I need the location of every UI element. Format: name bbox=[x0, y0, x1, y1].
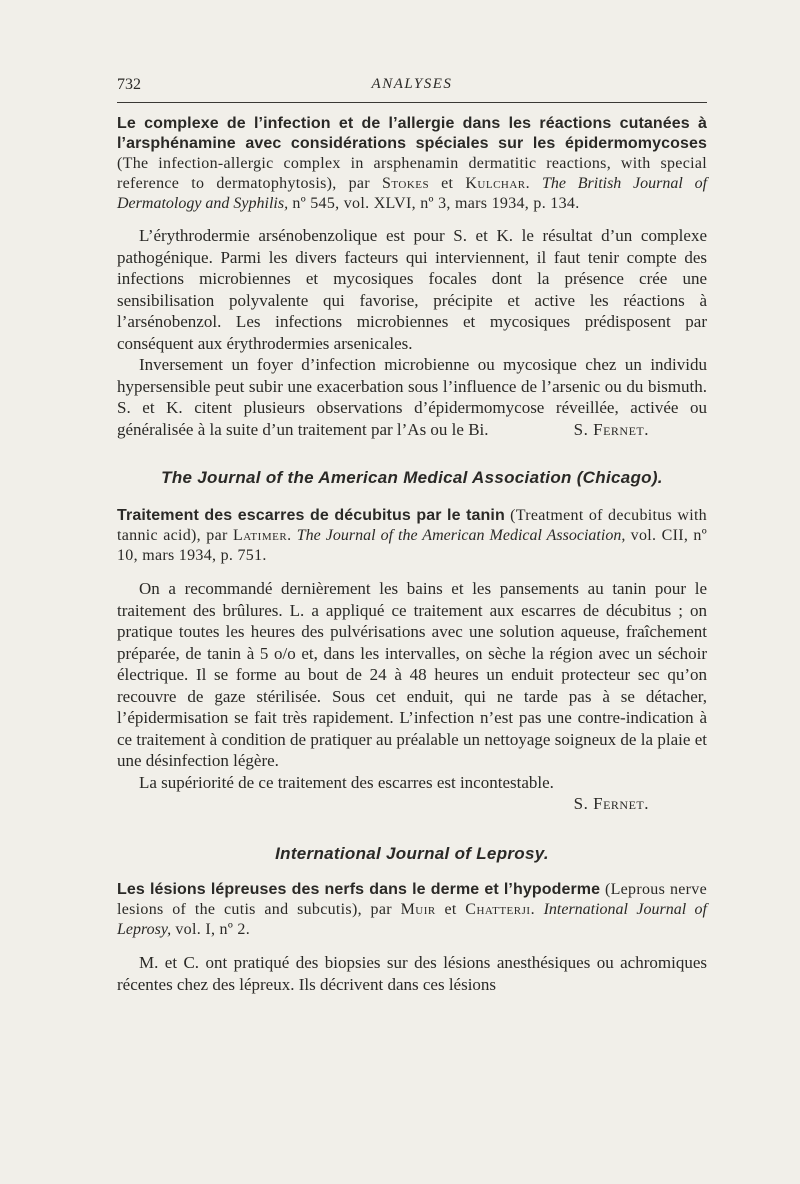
citation-text: . bbox=[530, 901, 544, 918]
author-name: Latimer bbox=[232, 527, 288, 544]
citation-text: et bbox=[435, 901, 466, 918]
header-rule bbox=[117, 102, 707, 103]
article-title: Les lésions lépreuses des nerfs dans le derme et l’hypoderme bbox=[117, 881, 601, 898]
article-citation bbox=[117, 114, 707, 214]
summary-paragraph: On a recommandé dernièrement les bains et les pansements au tanin pour le traitement des brûlures. L. a appliqué ce traitement aux escarres de décubitus ; on pratique toutes les heures des pulvérisations avec une solution aqueuse, fraîchement préparée, de tanin à 5 o/o et, dans les intervalles, on sèche la région avec un séchoir électrique. Il se forme au bout de 24 à 48 heures un enduit protecteur sec qu’on recouvre de gaze stérilisée. Sous cet enduit, qui ne tarde pas à se détacher, l’épidermisation se fait très rapidement. L’infection n’est pas une contre-indication à ce traitement à condition de pratiquer au préalable un nettoyage soigneux de la plaie et une désinfection légère. bbox=[117, 579, 707, 770]
page bbox=[117, 66, 707, 995]
journal-section-heading: The Journal of the American Medical Association (Chicago). bbox=[161, 468, 663, 487]
journal-name: The British Journal of Dermatology and Syphilis, bbox=[117, 175, 708, 212]
citation-text: (The infection-allergic complex in arsphenamin dermatitic reactions, with special reference to dermatophytosis), par bbox=[117, 155, 707, 192]
article-title: Traitement des escarres de décubitus par le tanin bbox=[117, 507, 505, 524]
journal-section-heading: International Journal of Leprosy. bbox=[275, 844, 549, 863]
page-number: 732 bbox=[117, 76, 141, 93]
signature-text: S. Fernet. bbox=[573, 420, 649, 439]
author-name: Stokes bbox=[381, 175, 430, 192]
article-entry-3 bbox=[117, 880, 707, 995]
article-entry-2 bbox=[117, 506, 707, 814]
article-title: Le complexe de l’infection et de l’allergie dans les réactions cutanées à l’arsphénamine avec considérations spéciales sur les épidermomycoses bbox=[117, 115, 707, 152]
running-title: ANALYSES bbox=[371, 76, 453, 92]
author-name: Chatterji bbox=[465, 901, 531, 918]
signature bbox=[117, 793, 707, 814]
summary-paragraph: Inversement un foyer d’infection microbienne ou mycosique chez un individu hypersensible peut subir une exacerbation sous l’influence de l’arsenic ou du bismuth. S. et K. citent plusieurs observations d’épidermomycose réveillée, activée ou généralisée à la suite d’un traitement par l’As ou le Bi. bbox=[117, 355, 707, 439]
journal-name: International Journal of Leprosy, bbox=[117, 901, 707, 938]
citation-text: (Leprous nerve lesions of the cutis and subcutis), par bbox=[117, 881, 707, 918]
citation-text: et bbox=[429, 175, 466, 192]
author-name: Kulchar bbox=[465, 175, 526, 192]
author-name: Muir bbox=[400, 901, 436, 918]
signature-text: S. Fernet. bbox=[573, 794, 649, 813]
article-citation bbox=[117, 880, 707, 940]
citation-text: vol. I, nº 2. bbox=[171, 921, 251, 938]
citation-text: vol. CII, nº 10, mars 1934, p. 751. bbox=[117, 527, 707, 564]
running-header bbox=[117, 66, 707, 92]
citation-text: . bbox=[525, 175, 542, 192]
summary-paragraph: L’érythrodermie arsénobenzolique est pour S. et K. le résultat d’un complexe pathogénique. Parmi les divers facteurs qui interviennent, il faut tenir compte des infections microbiennes et mycosiques focales dont la présence crée une sensibilisation polyvalente qui favorise, précipite et active les réactions à l’arsénobenzol. Les infections microbiennes et mycosiques prédisposent par conséquent aux érythrodermies arsenicales. bbox=[117, 226, 707, 353]
citation-text: (Treatment of decubitus with tannic acid), par bbox=[117, 507, 707, 544]
citation-text: . bbox=[287, 527, 297, 544]
article-citation bbox=[117, 506, 707, 566]
summary-paragraph: La supériorité de ce traitement des escarres est incontestable. bbox=[139, 772, 554, 792]
article-entry-1 bbox=[117, 114, 707, 440]
journal-name: The Journal of the American Medical Association, bbox=[296, 527, 626, 544]
citation-text: nº 545, vol. XLVI, nº 3, mars 1934, p. 134. bbox=[288, 195, 580, 212]
summary-paragraph: M. et C. ont pratiqué des biopsies sur des lésions anesthésiques ou achromiques récentes chez des lépreux. Ils décrivent dans ces lésions bbox=[117, 953, 707, 994]
